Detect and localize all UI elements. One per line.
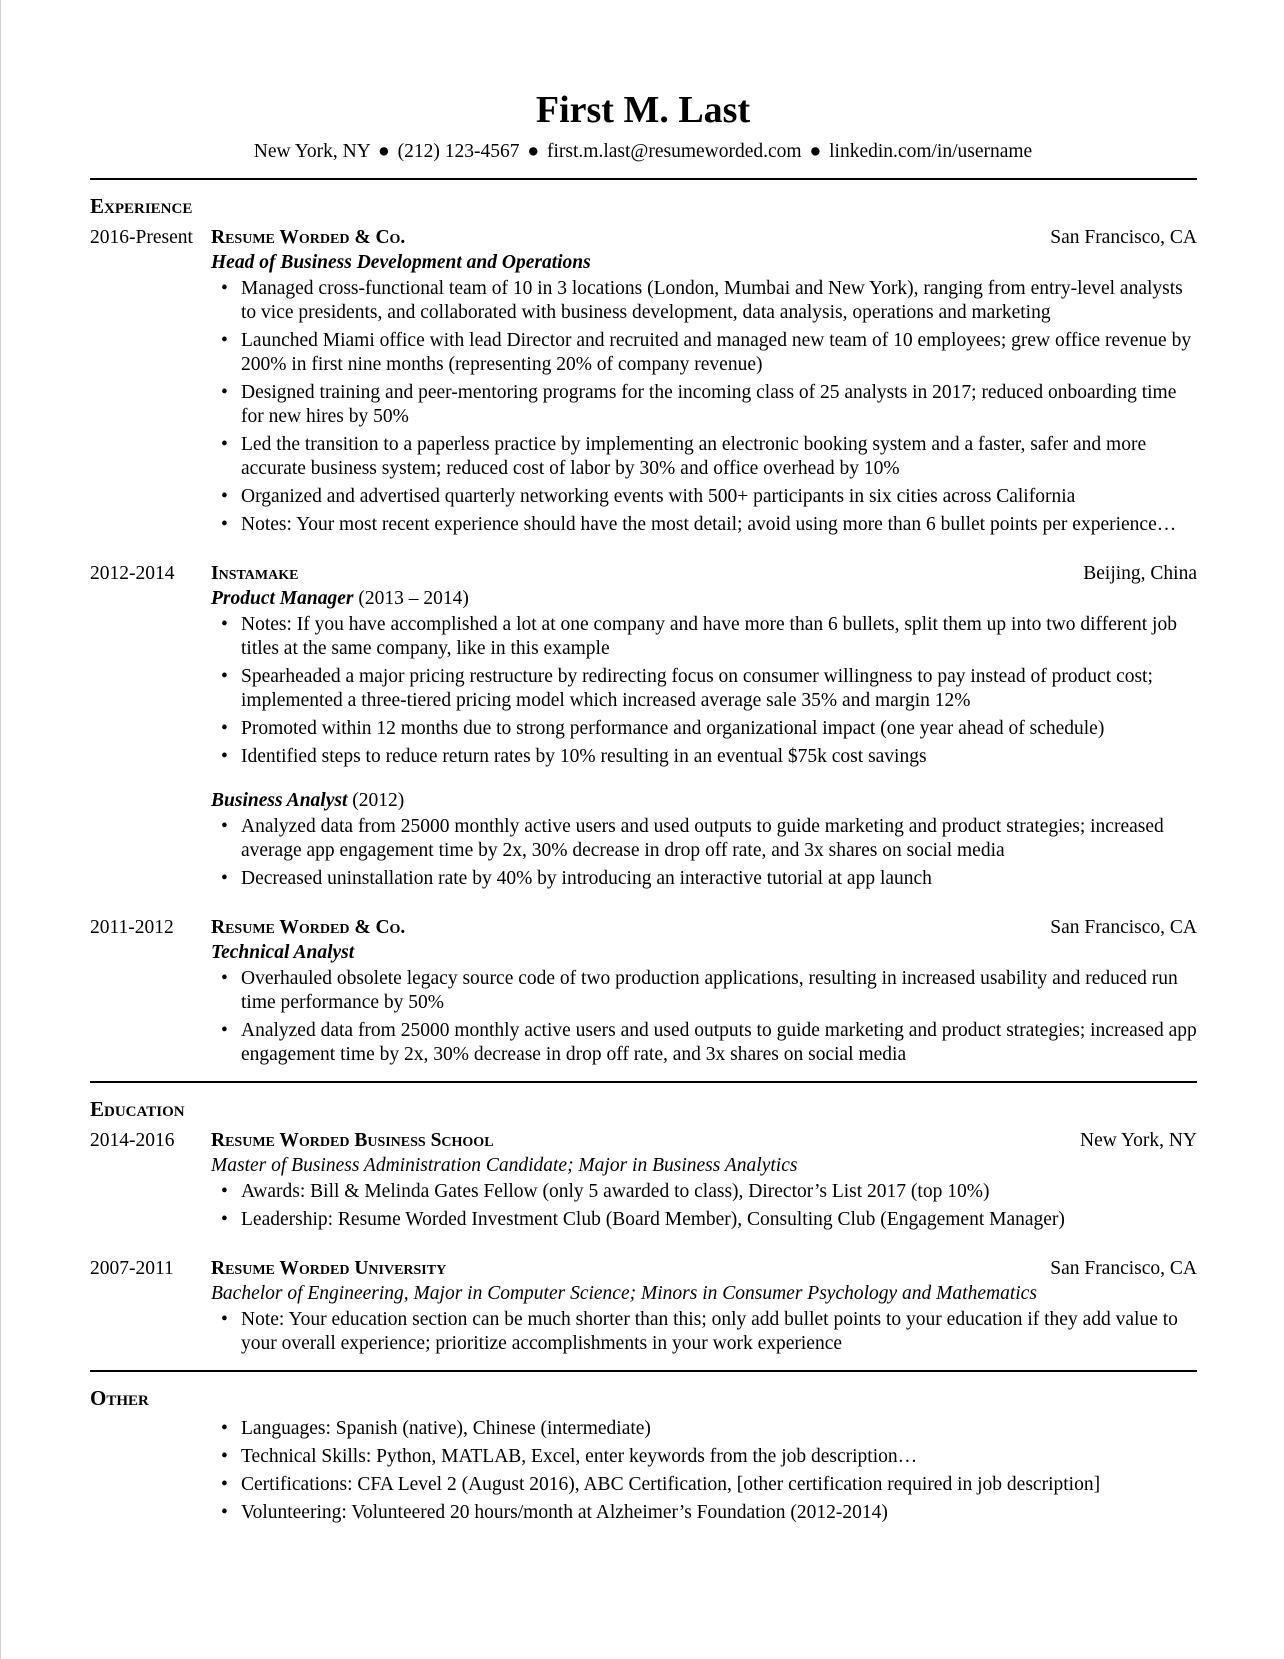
entry-header: [90, 225, 1197, 251]
candidate-name: First M. Last: [535, 89, 751, 131]
entry-location: Beijing, China: [1083, 563, 1197, 584]
experience-entry: [90, 561, 1197, 891]
entry-location: San Francisco, CA: [1050, 917, 1197, 938]
experience-entry: [90, 225, 1197, 537]
role-title: Business Analyst (2012): [211, 790, 405, 811]
degree-title: Master of Business Administration Candidate; Major in Business Analytics: [211, 1155, 798, 1176]
entry-header: [90, 915, 1197, 941]
entry-dates: 2014-2016: [90, 1130, 175, 1151]
bullet-item: • Led the transition to a paperless practice by implementing an electronic booking system and a faster, safer and more accurate business system; reduced cost of labor by 30% and office overhead by 10%: [211, 433, 1197, 481]
role-title: Head of Business Development and Operations: [211, 252, 591, 273]
role-years: (2013 – 2014): [353, 588, 469, 609]
entry-body: [211, 587, 1197, 891]
education-heading: Education: [90, 1097, 185, 1121]
bullet-item: • Designed training and peer-mentoring programs for the incoming class of 25 analysts in 2017; reduced onboarding time for new hires by 50%: [211, 381, 1197, 429]
bullet-list: [211, 967, 1197, 1067]
bullet-list: [211, 815, 1197, 891]
entry-location: San Francisco, CA: [1050, 1258, 1197, 1279]
bullet-item: • Promoted within 12 months due to strong performance and organizational impact (one year ahead of schedule): [211, 717, 1197, 741]
bullet-item: • Overhauled obsolete legacy source code of two production applications, resulting in increased usability and reduced run time performance by 50%: [211, 967, 1197, 1015]
education-entry: [90, 1128, 1197, 1232]
bullet-item: • Managed cross-functional team of 10 in 3 locations (London, Mumbai and New York), ranging from entry-level analysts to vice presidents, and collaborated with business development, data analysis, operations and marketing: [211, 277, 1197, 325]
entry-body: [211, 941, 1197, 1067]
contact-line: [1, 140, 1284, 164]
bullet-list: [211, 277, 1197, 537]
role-title: Product Manager (2013 – 2014): [211, 588, 469, 609]
education-entry: [90, 1256, 1197, 1356]
bullet-item: • Technical Skills: Python, MATLAB, Excel, enter keywords from the job description…: [211, 1445, 1197, 1469]
entry-organization: Instamake: [211, 563, 299, 584]
contact-separator: ●: [527, 141, 540, 162]
bullet-item: • Launched Miami office with lead Director and recruited and managed new team of 10 employees; grew office revenue by 200% in first nine months (representing 20% of company revenue): [211, 329, 1197, 377]
section-divider: [90, 178, 1197, 180]
contact-separator: ●: [377, 141, 390, 162]
entry-header: [90, 1256, 1197, 1282]
other-body: [211, 1417, 1197, 1525]
experience-entry: [90, 915, 1197, 1067]
degree-title: Bachelor of Engineering, Major in Computer Science; Minors in Consumer Psychology and Mathematics: [211, 1283, 1037, 1304]
bullet-item: • Organized and advertised quarterly networking events with 500+ participants in six cities across California: [211, 485, 1197, 509]
role-years: (2012): [347, 790, 405, 811]
bullet-item: • Spearheaded a major pricing restructure by redirecting focus on consumer willingness to pay instead of product cost; implemented a three-tiered pricing model which increased average sale 35% and margin 12%: [211, 665, 1197, 713]
contact-phone: (212) 123-4567: [397, 141, 520, 162]
bullet-item: • Decreased uninstallation rate by 40% by introducing an interactive tutorial at app launch: [211, 867, 1197, 891]
bullet-item: • Note: Your education section can be much shorter than this; only add bullet points to your education if they add value to your overall experience; prioritize accomplishments in your work experience: [211, 1308, 1197, 1356]
entry-body: [211, 251, 1197, 537]
entry-dates: 2011-2012: [90, 917, 174, 938]
bullet-item: • Awards: Bill & Melinda Gates Fellow (only 5 awarded to class), Director’s List 2017 (top 10%): [211, 1180, 1197, 1204]
entry-dates: 2012-2014: [90, 563, 175, 584]
entry-body: [211, 1154, 1197, 1232]
section-divider: [90, 1370, 1197, 1372]
contact-email: first.m.last@resumeworded.com: [547, 141, 802, 162]
bullet-list: [211, 1417, 1197, 1525]
bullet-list: [211, 1308, 1197, 1356]
experience-heading: Experience: [90, 194, 193, 218]
entry-organization: Resume Worded & Co.: [211, 917, 406, 938]
entry-location: San Francisco, CA: [1050, 227, 1197, 248]
entry-organization: Resume Worded & Co.: [211, 227, 406, 248]
contact-separator: ●: [809, 141, 822, 162]
bullet-item: • Leadership: Resume Worded Investment Club (Board Member), Consulting Club (Engagement Manager): [211, 1208, 1197, 1232]
entry-header: [90, 1128, 1197, 1154]
entry-location: New York, NY: [1079, 1130, 1197, 1151]
bullet-item: • Volunteering: Volunteered 20 hours/month at Alzheimer’s Foundation (2012-2014): [211, 1501, 1197, 1525]
entry-organization: Resume Worded Business School: [211, 1130, 494, 1151]
entry-organization: Resume Worded University: [211, 1258, 447, 1279]
resume-header: [1, 88, 1284, 164]
section-divider: [90, 1081, 1197, 1083]
bullet-list: [211, 1180, 1197, 1232]
bullet-item: • Certifications: CFA Level 2 (August 2016), ABC Certification, [other certification required in job description]: [211, 1473, 1197, 1497]
bullet-item: • Notes: Your most recent experience should have the most detail; avoid using more than 6 bullet points per experience…: [211, 513, 1197, 537]
other-heading: Other: [90, 1386, 149, 1410]
bullet-item: • Analyzed data from 25000 monthly active users and used outputs to guide marketing and product strategies; increased average app engagement time by 2x, 30% decrease in drop off rate, and 3x shares on social media: [211, 815, 1197, 863]
entry-body: [211, 1282, 1197, 1356]
resume-page: [1, 0, 1284, 1659]
bullet-item: • Identified steps to reduce return rates by 10% resulting in an eventual $75k cost savings: [211, 745, 1197, 769]
bullet-item: • Notes: If you have accomplished a lot at one company and have more than 6 bullets, split them up into two different job titles at the same company, like in this example: [211, 613, 1197, 661]
entry-header: [90, 561, 1197, 587]
bullet-item: • Languages: Spanish (native), Chinese (intermediate): [211, 1417, 1197, 1441]
bullet-item: • Analyzed data from 25000 monthly active users and used outputs to guide marketing and product strategies; increased app engagement time by 2x, 30% decrease in drop off rate, and 3x shares on social media: [211, 1019, 1197, 1067]
contact-linkedin: linkedin.com/in/username: [829, 141, 1033, 162]
role-title: Technical Analyst: [211, 942, 355, 963]
entry-dates: 2016-Present: [90, 227, 193, 248]
contact-location: New York, NY: [253, 141, 371, 162]
bullet-list: [211, 613, 1197, 769]
entry-dates: 2007-2011: [90, 1258, 174, 1279]
resume-content: [90, 178, 1197, 1529]
